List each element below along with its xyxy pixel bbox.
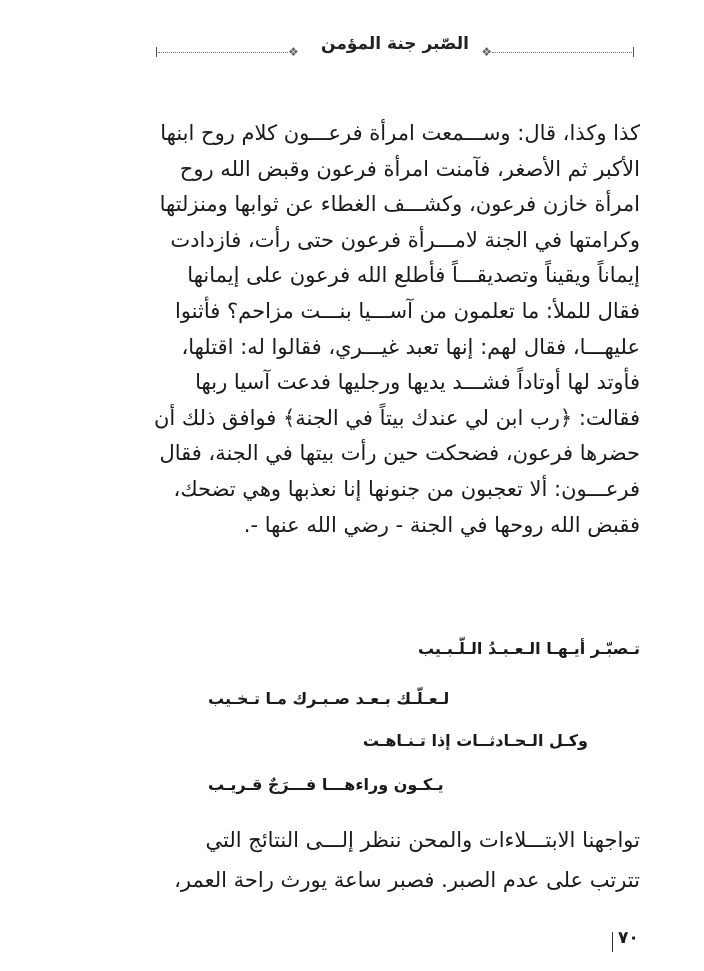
text-line: حضرها فرعون، فضحكت حين رأت بيتها في الجنة، فقال xyxy=(159,441,640,466)
poem-block xyxy=(150,630,640,810)
page-number: ٧٠ xyxy=(618,928,639,948)
header-rule-left xyxy=(158,52,288,53)
header-tick-right xyxy=(633,47,634,57)
closing-paragraph xyxy=(152,820,640,900)
header-title: الصّبر جنة المؤمن xyxy=(321,34,469,54)
poem-hemistich: تـصبّـر أيـهـا الـعـبـدُ الـلّـبـيب xyxy=(417,639,640,658)
body-paragraph xyxy=(152,116,640,543)
header-rule-right xyxy=(492,52,632,53)
text-line: فقبض الله روحها في الجنة - رضي الله عنها -. xyxy=(243,512,640,537)
text-line: فقال للملأ: ما تعلمون من آســـيا بنـــت مزاحم؟ فأثنوا xyxy=(175,298,640,323)
header-tick-left xyxy=(156,47,157,57)
poem-hemistich: وكـل الـحـادثــات إذا تـنـاهـت xyxy=(362,731,588,750)
poem-hemistich: يـكـون وراءهـــا فـــرَجٌ قـريـب xyxy=(208,775,444,794)
text-line: تترتب على عدم الصبر. فصبر ساعة يورث راحة العمر، xyxy=(174,868,640,892)
poem-hemistich: لـعـلّـك بـعـد صـبـرك مـا تـخـيب xyxy=(208,689,450,708)
text-line: إيماناً ويقيناً وتصديقـــاً فأطلع الله فرعون على إيمانها xyxy=(187,263,640,288)
text-line: الأكبر ثم الأصغر، فآمنت امرأة فرعون وقبض الله روح xyxy=(179,156,640,181)
running-header xyxy=(150,30,640,70)
text-line: تواجهنا الابتـــلاءات والمحن ننظر إلـــى النتائج التي xyxy=(205,828,640,852)
text-line: وكرامتها في الجنة لامـــرأة فرعون حتى رأت، فازدادت xyxy=(170,227,640,252)
ornament-icon: ❖ xyxy=(288,45,299,59)
text-line: كذا وكذا، قال: وســـمعت امرأة فرعـــون كلام روح ابنها xyxy=(160,121,640,145)
ornament-icon: ❖ xyxy=(481,45,492,59)
text-line: فقالت: ﴿رب ابن لي عندك بيتاً في الجنة﴾ فوافق ذلك أن xyxy=(153,405,640,430)
text-line: امرأة خازن فرعون، وكشـــف الغطاء عن ثوابها ومنزلتها xyxy=(159,192,640,217)
text-line: فأوتد لها أوتاداً فشـــد يديها ورجليها فدعت آسيا ربها xyxy=(195,370,640,395)
text-line: عليهـــا، فقال لهم: إنها تعبد غيـــري، فقالوا له: اقتلها، xyxy=(181,334,640,359)
text-line: فرعـــون: ألا تعجبون من جنونها إنا نعذبها وهي تضحك، xyxy=(173,476,640,501)
page-number-separator xyxy=(612,932,613,952)
